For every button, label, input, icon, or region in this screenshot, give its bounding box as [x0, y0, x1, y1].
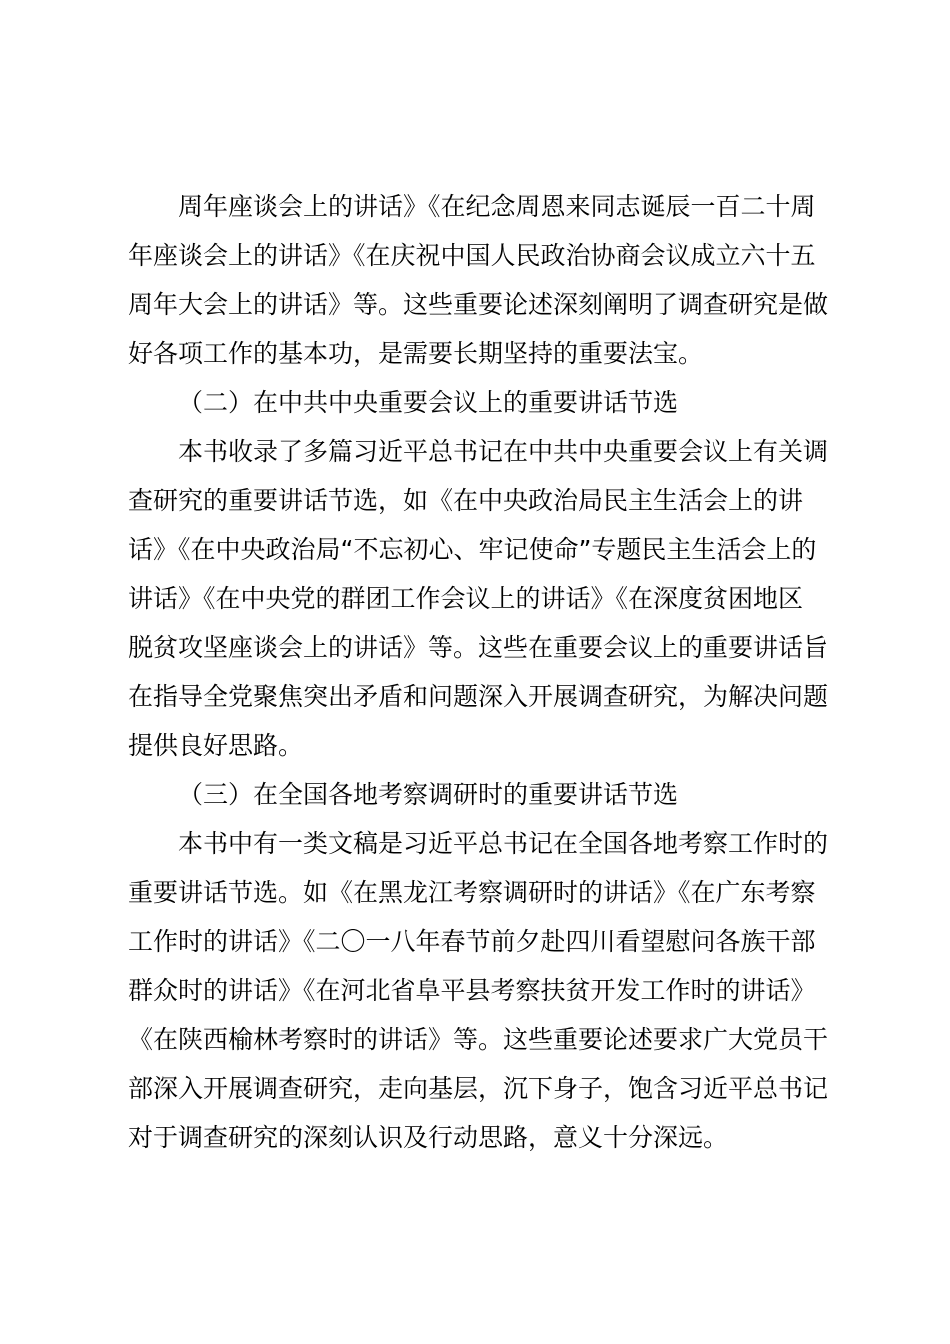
paragraph-3	[128, 819, 844, 1162]
paragraph-line: 周年大会上的讲话》等。这些重要论述深刻阐明了调查研究是做	[128, 290, 829, 319]
paragraph-line: 在指导全党聚焦突出矛盾和问题深入开展调查研究，为解决问题	[128, 682, 829, 711]
paragraph-line: 好各项工作的基本功，是需要长期坚持的重要法宝。	[128, 339, 704, 368]
paragraph-line: 话》《在中央政治局“不忘初心、牢记使命”专题民主生活会上的	[128, 535, 817, 564]
paragraph-line: 讲话》《在中央党的群团工作会议上的讲话》《在深度贫困地区	[128, 584, 804, 613]
paragraph-line: 工作时的讲话》《二〇一八年春节前夕赴四川看望慰问各族干部	[128, 927, 816, 956]
section-heading-2: （二）在中共中央重要会议上的重要讲话节选	[178, 388, 679, 417]
paragraph-line: 年座谈会上的讲话》《在庆祝中国人民政治协商会议成立六十五	[128, 241, 816, 270]
paragraph-line: 提供良好思路。	[128, 731, 304, 760]
section-heading-3: （三）在全国各地考察调研时的重要讲话节选	[178, 780, 679, 809]
paragraph-line: 部深入开展调查研究，走向基层，沉下身子，饱含习近平总书记	[128, 1074, 829, 1103]
paragraph-line: 本书中有一类文稿是习近平总书记在全国各地考察工作时的	[178, 829, 829, 858]
document-body	[128, 182, 844, 1162]
paragraph-line: 本书收录了多篇习近平总书记在中共中央重要会议上有关调	[178, 437, 829, 466]
paragraph-line: 重要讲话节选。如《在黑龙江考察调研时的讲话》《在广东考察	[128, 878, 816, 907]
paragraph-line: 周年座谈会上的讲话》《在纪念周恩来同志诞辰一百二十周	[178, 192, 816, 221]
paragraph-line: 查研究的重要讲话节选，如《在中央政治局民主生活会上的讲	[128, 486, 804, 515]
paragraph-line: 群众时的讲话》《在河北省阜平县考察扶贫开发工作时的讲话》	[128, 976, 816, 1005]
paragraph-line: 脱贫攻坚座谈会上的讲话》等。这些在重要会议上的重要讲话旨	[128, 633, 829, 662]
paragraph-1	[128, 182, 844, 378]
paragraph-line: 对于调查研究的深刻认识及行动思路，意义十分深远。	[128, 1123, 729, 1152]
paragraph-line: 《在陕西榆林考察时的讲话》等。这些重要论述要求广大党员干	[128, 1025, 829, 1054]
paragraph-2	[128, 427, 844, 770]
